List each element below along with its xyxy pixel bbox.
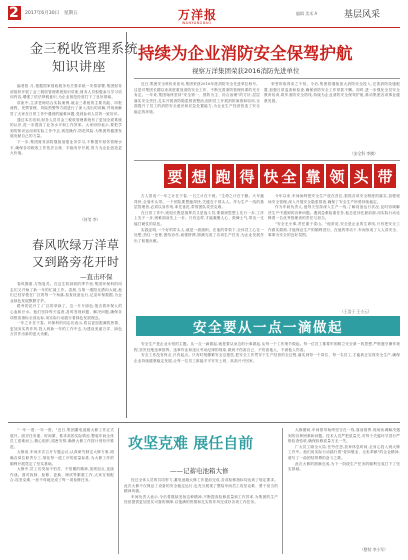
banner2-char: 领 (326, 164, 348, 188)
bottom-body-left: "一年一度,一年一度。"近日,集团蓄电池箱大修工作正式展开。面对任务重、时间紧、要求高的实际情况,整装车间全体员工迎难而上,精心组织,周密安排,确保大修工作按计划有序推进。 大修前,车间多次召开专题会议,认真研究制定大修方案,明确各岗位职责分工,细化每一道工序的质量标准,为大修工作的顺利开展奠定了坚实基础。 大修中,员工们发扬不怕苦、不怕累的精神,加班加点,连续作战。面对拆卸、检修、更换、调试等繁重工作,大家互相配合,攻坚克难,一丝不苟地完成了每一项检修任务。 (10, 428, 114, 483)
section-rule-2 (8, 422, 400, 423)
left-title-line1: 金三税收管理系统 (30, 42, 139, 57)
banner1-char: 得 (236, 164, 258, 188)
section-title: 基层风采 (344, 10, 381, 20)
bottom-title: 攻坚克难 展任自前 (128, 434, 254, 452)
banner-slogan-2 (278, 164, 396, 188)
editor-line: 编辑 美术 A (296, 11, 318, 16)
middle-body-2: 今年以来,车间始终把安全生产放在首位,狠抓各项安全制度的落实,加强现场安全管理,深入开展安全隐患排查,确保了安全生产形势持续稳定。 作为车间负责人,他每天坚持深入生产一线,了解设备运行状况,及时协调解决生产中遇到的各种问题。遇到急难险重任务,他总是冲在最前面,用实际行动诠释着一名优秀管理者的责任与担当。 "安全无小事,责任重于泰山。"他常说,安全是企业的生命线,只有把安全工作做实做细,才能保证生产的顺利进行。在他的带动下,车间形成了人人讲安全、事事为安全的良好氛围。 (268, 194, 400, 238)
bottom-divider-1 (118, 428, 119, 554)
left-title-line2: 知识讲座 (52, 60, 107, 75)
safety-body: 安全生产是企业永恒的主题。从一点一滴做起,就是要从身边的小事做起,从每一个工作细节做起。每一位员工都要牢固树立安全第一的思想,严格遵守操作规程,坚决杜绝违章指挥、违章作业和违反劳动纪律的现象,做到不伤害自己、不伤害他人、不被他人伤害。 安全工作没有终点,只有起点。只有时刻绷紧安全这根弦,把安全工作贯穿于生产经营的全过程,落实到每一个岗位、每一名员工,才能真正实现安全生产,确保企业持续健康稳定发展,让每一位员工都能平平安安上班、高高兴兴回家。 (134, 342, 400, 363)
fire-safety-body-1: 近日,集团安全科传来喜讯,集团荣获2016年度消防安全先进单位称号。这是对集团长期以来高度重视消防安全工作、不断完善消防管理体系的充分肯定。一年来,集团始终坚持"安全第一、预防为主、综合治理"的方针,层层落实安全责任,扎实开展消防隐患排查整治,组织员工开展消防演练和培训,全面提升了员工的消防安全意识和应急处置能力,为企业生产经营营造了安全稳定的环境。 (134, 82, 260, 114)
banner1-char: 快 (260, 164, 282, 188)
article2-byline: —直击环保 (80, 273, 113, 281)
left-article-body: 编者按 月,根据国家财政税务有关要求统一安排部署,集团财务部组织开展了金三税收管理系统知识讲座,财务人员积极参与学习培训内容,增强了依法纳税意识,为企业规范经营打下了良好基础。 讲座中,主讲老师结合实际案例,就金三系统的主要功能、申报流程、发票管理、风险预警等方面进行了深入浅出的讲解,并现场解答了大家在日常工作中遇到的疑难问题,受到参训人员的一致好评。 通过本次培训,财务人员对金三税收管理系统有了更加全面系统的认识,进一步提高了业务水平和工作效率。大家纷纷表示,要把学到的知识运用到实际工作中去,规范操作,防范风险,为集团的健康发展贡献自己的力量。 下一步,集团财务部将继续加强业务学习,不断提升财务管理水平,确保各项税收工作依法合规、平稳有序开展,努力为企业创造更大价值。 (10, 84, 122, 156)
header-rule (8, 27, 400, 28)
left-byline: （何苇 李） (80, 217, 101, 222)
page-number-box (8, 6, 21, 20)
article2-title-line2: 又到路旁花开时 (32, 255, 120, 269)
fire-safety-body-2: 荣誉的取得来之不易。今后,集团将继续加大消防安全投入,完善消防设施配置,加强日常巡查和检查,确保消防安全工作常抓不懈。同时,进一步强化全员安全教育培训,筑牢消防安全防线,持续为企业消防安全保驾护航,推动集团各项事业健康发展。 (264, 82, 400, 103)
section-rule-1 (134, 160, 400, 161)
page-number: 2 (9, 5, 19, 21)
middle-byline: （王浩子 王小云） (340, 309, 372, 314)
masthead-pinyin: WANYANGBAO (182, 21, 212, 25)
banner1-char: 要 (164, 164, 186, 188)
bottom-body-middle: 经过全体人员的共同努力,蓄电池箱大修工作提前完成,各项检修指标均达到了规定要求。此次大修不仅保证了设备的安全稳定运行,也充分展现了整装车间员工攻坚克难、勇于担当的精神风貌。 车间负责人表示,今后将继续发扬这种精神,不断提高检修质量和工作效率,为集团的生产经营提供更加坚实可靠的保障,以饱满的热情和扎实的作风完成好各项工作任务。 (124, 478, 278, 505)
article2-body: 春风拂面,万物复苏。在这生机勃勃的季节里,集团环保科的同志们又开始了新一年的忙碌工作。清晨,当第一缕阳光洒向大地,他们已经穿梭在厂区的每一个角落,检查设备运行,记录环保数据,为企业绿色发展默默守护。 路旁的花开了,厂区的草绿了。这一片片绿色,饱含着环保人的心血和汗水。他们坚持每天巡查,及时发现问题、解决问题,确保各项排放指标全部达标,用实际行动践行着绿色发展理念。 一年之计在于春。环保科的同志们表示,将以更加饱满的热情、更加务实的作风,投入到新一年的工作中去,为建设美丽万洋、绿色万洋作出新的更大贡献。 (10, 282, 122, 337)
banner2-char: 全 (278, 164, 300, 188)
masthead: 万洋报 (178, 8, 218, 22)
fire-safety-subheadline: 视察万洋集团荣获2016消防先进单位 (192, 67, 300, 75)
middle-body-1: 古人曾说:"一年之计在于春,一日之计在于晨。"生命之计在于勤。火车跑得快,全靠车头带。一个团队要想跑得快,关键在于领头人。作为生产一线的基层管理者,必须以身作则,率先垂范,带领团队攻坚克难。 在日常工作中,班组长既是指挥员又是战斗员,要做到思想上先行一步,工作上先干一步,困难面前先上一步。只有这样,才能凝聚人心、鼓舞士气,带出一支能打硬仗的队伍。 实践证明,一个好的带头人,就是一面旗帜。在他的带领下,全体员工心往一处想,劲往一处使,团结协作,顽强拼搏,圆满完成了各项生产任务,为企业发展作出了积极贡献。 (134, 194, 264, 243)
bottom-subtitle: ——记蓄电池箱大修 (170, 467, 229, 475)
banner1-char: 想 (188, 164, 210, 188)
bottom-body-right: 大修期间,车间领导始终坚守在一线,靠前指挥,现场协调解决遇到的各种困难和问题。技术人员严把质量关,对每个关键环节进行严格检查验收,确保检修质量万无一失。 广大员工顾全大局,任劳任怨,放弃休息时间,全身心投入到大修工作中。他们用实际行动践行着"爱岗敬业、无私奉献"的企业精神,谱写了一曲团结拼搏的奋斗之歌。 此次大修的圆满完成,为下一阶段生产任务的顺利完成打下了坚实基础。 (288, 428, 400, 472)
bottom-divider-2 (282, 428, 283, 554)
banner2-char: 头 (350, 164, 372, 188)
banner-slogan-1 (164, 164, 282, 188)
banner2-char: 靠 (302, 164, 324, 188)
fire-safety-headline: 持续为企业消防安全保驾护航 (138, 44, 353, 63)
banner2-char: 带 (374, 164, 396, 188)
article2-title-line1: 春风吹绿万洋草 (32, 238, 120, 252)
date-line: 2017年6月30日 星期五 (25, 11, 78, 16)
safety-banner-text: 安全要从一点一滴做起 (193, 320, 343, 336)
fire-safety-byline: （安全科 李腾） (350, 151, 378, 156)
safety-banner (136, 316, 400, 336)
banner1-char: 跑 (212, 164, 234, 188)
fire-safety-rule (134, 78, 400, 79)
column-divider-left (126, 32, 127, 418)
bottom-byline: （整装 李小军） (360, 547, 388, 552)
bottom-title-box (124, 430, 276, 464)
